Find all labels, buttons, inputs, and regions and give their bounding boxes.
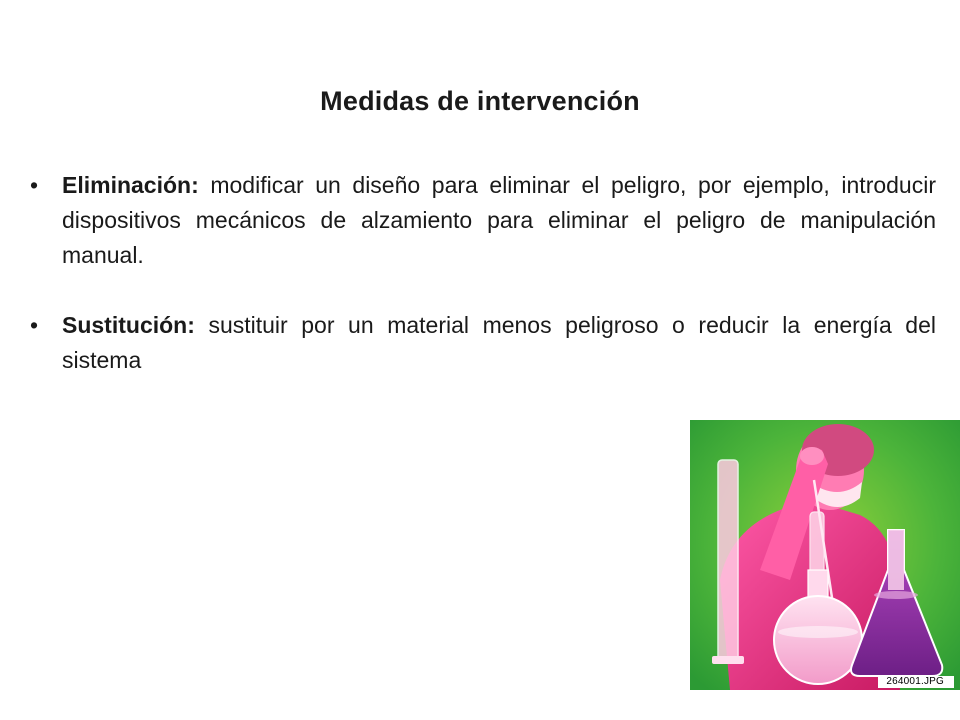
bullet-text: sustituir por un material menos peligroso o reducir la energía del sistema xyxy=(62,312,936,373)
laboratory-photo xyxy=(690,420,960,690)
bullet-list xyxy=(26,168,936,413)
bullet-item-eliminacion xyxy=(26,168,936,273)
slide-title: Medidas de intervención xyxy=(320,86,640,116)
bullet-term: Eliminación: xyxy=(62,172,199,198)
bullet-marker: • xyxy=(29,172,39,198)
bullet-marker: • xyxy=(29,312,39,338)
laboratory-glassware-icon xyxy=(690,420,960,690)
photo-caption: 264001.JPG xyxy=(878,676,954,688)
bullet-item-sustitucion xyxy=(26,308,936,378)
bullet-text: modificar un diseño para eliminar el peligro, por ejemplo, introducir dispositivos mecánicos de alzamiento para eliminar el peligro de manipulación manual. xyxy=(62,172,936,268)
bullet-term: Sustitución: xyxy=(62,312,195,338)
